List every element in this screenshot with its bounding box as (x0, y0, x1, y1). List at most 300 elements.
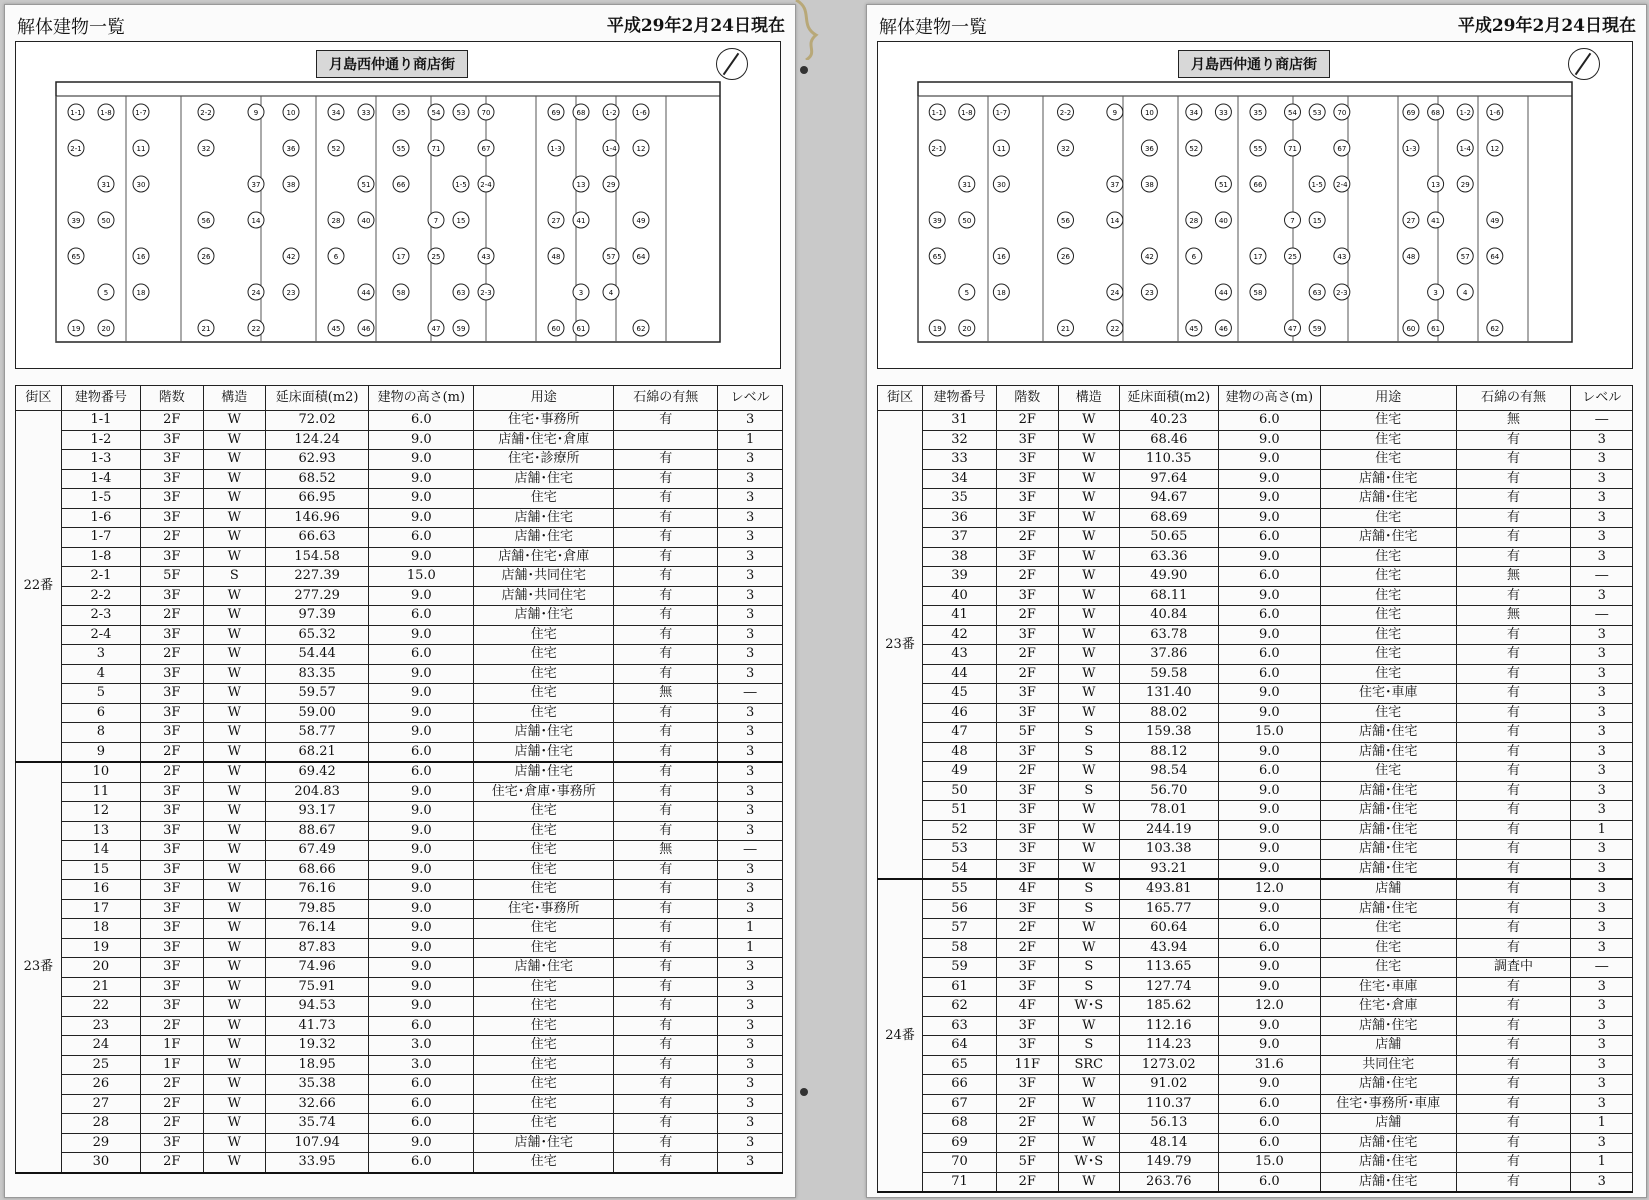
level-cell: ― (1571, 606, 1633, 626)
floors-cell: 11F (996, 1055, 1058, 1075)
block-number-cell: 51 (923, 801, 997, 821)
usage-cell: 共同住宅 (1321, 1055, 1456, 1075)
floor-area-cell: 63.36 (1120, 547, 1218, 567)
lot-label: 66 (396, 181, 406, 189)
lot-label: 32 (1061, 145, 1070, 153)
usage-cell: 店舗･住宅 (474, 1133, 614, 1153)
lot-label: 70 (1337, 109, 1347, 117)
table-row (878, 547, 1633, 567)
level-cell: 3 (1571, 919, 1633, 939)
table-row (16, 1094, 783, 1114)
asbestos-cell: 有 (614, 919, 718, 939)
block-number-cell: 35 (923, 489, 997, 509)
level-cell: 1 (1571, 1114, 1633, 1134)
height-cell: 6.0 (1218, 1172, 1321, 1192)
lot-label: 31 (962, 181, 972, 189)
asbestos-cell: 有 (614, 606, 718, 626)
structure-cell: W (1058, 586, 1120, 606)
block-number-cell: 67 (923, 1094, 997, 1114)
floor-area-cell: 18.95 (266, 1055, 369, 1075)
block-number-cell: 1-2 (61, 430, 140, 450)
usage-cell: 店舗･住宅 (1321, 1075, 1456, 1095)
level-cell: 3 (718, 977, 783, 997)
floor-area-cell: 91.02 (1120, 1075, 1218, 1095)
structure-cell: W (203, 684, 266, 704)
lot-label: 3 (1433, 289, 1438, 297)
floor-area-cell: 66.63 (266, 528, 369, 548)
level-cell: 1 (718, 919, 783, 939)
floor-area-cell: 78.01 (1120, 801, 1218, 821)
level-cell: 1 (718, 430, 783, 450)
lot-label: 48 (551, 253, 561, 261)
asbestos-cell: 有 (614, 664, 718, 684)
structure-cell: W (1058, 1016, 1120, 1036)
asbestos-cell: 有 (614, 528, 718, 548)
table-row (878, 801, 1633, 821)
level-cell: 3 (1571, 781, 1633, 801)
structure-cell: W (203, 1153, 266, 1173)
lot-label: 2-1 (70, 145, 82, 153)
binder-hole (800, 1088, 808, 1096)
structure-cell: W (203, 997, 266, 1017)
asbestos-cell: 有 (614, 899, 718, 919)
lot-label: 36 (1144, 145, 1154, 153)
floor-area-cell: 263.76 (1120, 1172, 1218, 1192)
structure-cell: W (1058, 1094, 1120, 1114)
column-header: 石綿の有無 (1456, 386, 1571, 411)
structure-cell: W (203, 1133, 266, 1153)
asbestos-cell: 有 (1456, 762, 1571, 782)
block-number-cell: 25 (61, 1055, 140, 1075)
floor-area-cell: 35.74 (266, 1114, 369, 1134)
height-cell: 9.0 (1218, 625, 1321, 645)
structure-cell: W･S (1058, 1153, 1120, 1173)
block-number-cell: 5 (61, 684, 140, 704)
table-row (878, 489, 1633, 509)
floor-area-cell: 114.23 (1120, 1036, 1218, 1056)
floors-cell: 3F (996, 430, 1058, 450)
height-cell: 9.0 (1218, 469, 1321, 489)
district-cell: 24番 (878, 879, 923, 1192)
block-number-cell: 10 (61, 762, 140, 782)
height-cell: 9.0 (369, 997, 474, 1017)
level-cell: 3 (1571, 879, 1633, 899)
floor-area-cell: 59.58 (1120, 664, 1218, 684)
column-header: 街区 (878, 386, 923, 411)
block-number-cell: 66 (923, 1075, 997, 1095)
floors-cell: 5F (996, 1153, 1058, 1173)
table-row (16, 703, 783, 723)
floors-cell: 3F (141, 880, 204, 900)
asbestos-cell: 有 (614, 469, 718, 489)
usage-cell: 住宅 (1321, 411, 1456, 431)
usage-cell: 店舗･住宅 (474, 469, 614, 489)
level-cell: ― (1571, 411, 1633, 431)
asbestos-cell: 無 (1456, 411, 1571, 431)
block-number-cell: 37 (923, 528, 997, 548)
block-number-cell: 58 (923, 938, 997, 958)
district-cell: 23番 (16, 762, 62, 1173)
height-cell: 9.0 (1218, 977, 1321, 997)
lot-label: 60 (1406, 325, 1416, 333)
height-cell: 6.0 (1218, 919, 1321, 939)
asbestos-cell: 有 (1456, 450, 1571, 470)
block-number-cell: 64 (923, 1036, 997, 1056)
structure-cell: W (1058, 489, 1120, 509)
floors-cell: 2F (996, 411, 1058, 431)
usage-cell: 店舗･共同住宅 (474, 567, 614, 587)
table-row (878, 742, 1633, 762)
height-cell: 9.0 (1218, 489, 1321, 509)
floor-area-cell: 79.85 (266, 899, 369, 919)
block-number-cell: 41 (923, 606, 997, 626)
level-cell: 3 (1571, 450, 1633, 470)
structure-cell: W (203, 625, 266, 645)
level-cell: 3 (1571, 840, 1633, 860)
table-row (878, 411, 1633, 431)
usage-cell: 店舗･住宅 (1321, 1133, 1456, 1153)
level-cell: 3 (1571, 1055, 1633, 1075)
table-row (16, 1114, 783, 1134)
lot-label: 5 (964, 289, 970, 297)
asbestos-cell: 有 (1456, 664, 1571, 684)
level-cell: 3 (1571, 1172, 1633, 1192)
block-number-cell: 18 (61, 919, 140, 939)
asbestos-cell: 有 (1456, 625, 1571, 645)
structure-cell: W (203, 528, 266, 548)
block-number-cell: 57 (923, 919, 997, 939)
floors-cell: 3F (996, 508, 1058, 528)
height-cell: 6.0 (369, 762, 474, 782)
block-number-cell: 70 (923, 1153, 997, 1173)
page-title: 解体建物一覧 (17, 17, 125, 38)
lot-label: 58 (396, 289, 406, 297)
asbestos-cell: 有 (614, 1094, 718, 1114)
height-cell: 6.0 (369, 1114, 474, 1134)
floor-area-cell: 131.40 (1120, 684, 1218, 704)
lot-label: 48 (1406, 253, 1416, 261)
floor-area-cell: 124.24 (266, 430, 369, 450)
floor-area-cell: 68.46 (1120, 430, 1218, 450)
height-cell: 9.0 (369, 664, 474, 684)
floors-cell: 1F (141, 1036, 204, 1056)
block-number-cell: 39 (923, 567, 997, 587)
floor-area-cell: 74.96 (266, 958, 369, 978)
structure-cell: W (1058, 919, 1120, 939)
level-cell: 3 (718, 606, 783, 626)
lot-label: 65 (932, 253, 942, 261)
table-row (878, 1075, 1633, 1095)
lot-label: 62 (636, 325, 646, 333)
structure-cell: W (1058, 820, 1120, 840)
block-number-cell: 43 (923, 645, 997, 665)
level-cell: 3 (1571, 899, 1633, 919)
block-number-cell: 34 (923, 469, 997, 489)
block-number-cell: 2-2 (61, 586, 140, 606)
lot-label: 26 (201, 253, 211, 261)
usage-cell: 住宅 (474, 938, 614, 958)
lot-label: 49 (636, 217, 646, 225)
lot-label: 1-8 (100, 109, 112, 117)
floor-area-cell: 60.64 (1120, 919, 1218, 939)
asbestos-cell: 有 (1456, 859, 1571, 879)
level-cell: 3 (718, 469, 783, 489)
floors-cell: 3F (996, 684, 1058, 704)
lot-label: 23 (1144, 289, 1154, 297)
table-row (16, 997, 783, 1017)
lot-label: 9 (253, 109, 259, 117)
floors-cell: 3F (141, 489, 204, 509)
floor-area-cell: 97.64 (1120, 469, 1218, 489)
lot-label: 65 (71, 253, 81, 261)
floors-cell: 3F (141, 469, 204, 489)
lot-label: 40 (1218, 217, 1228, 225)
height-cell: 6.0 (369, 528, 474, 548)
height-cell: 9.0 (369, 450, 474, 470)
floors-cell: 3F (141, 958, 204, 978)
usage-cell: 住宅･倉庫･事務所 (474, 782, 614, 802)
lot-label: 69 (1406, 109, 1416, 117)
floor-area-cell: 75.91 (266, 977, 369, 997)
structure-cell: W (1058, 625, 1120, 645)
lot-label: 12 (1490, 145, 1500, 153)
floors-cell: 3F (141, 547, 204, 567)
table-row (16, 1036, 783, 1056)
table-row (878, 508, 1633, 528)
block-number-cell: 55 (923, 879, 997, 899)
structure-cell: W (203, 547, 266, 567)
level-cell: 3 (1571, 1133, 1633, 1153)
lot-label: 55 (396, 145, 406, 153)
lot-label: 51 (1218, 181, 1228, 189)
asbestos-cell: 有 (1456, 489, 1571, 509)
column-header: 建物の高さ(m) (369, 386, 474, 411)
column-header: 街区 (16, 386, 62, 411)
table-row (878, 879, 1633, 899)
site-map (15, 41, 781, 369)
height-cell: 9.0 (369, 802, 474, 822)
floors-cell: 3F (996, 703, 1058, 723)
lot-label: 29 (606, 181, 616, 189)
structure-cell: S (1058, 1036, 1120, 1056)
column-header: 構造 (203, 386, 266, 411)
structure-cell: W (1058, 1114, 1120, 1134)
usage-cell: 店舗･住宅 (1321, 859, 1456, 879)
structure-cell: W (203, 899, 266, 919)
usage-cell: 店舗･住宅･倉庫 (474, 430, 614, 450)
floor-area-cell: 37.86 (1120, 645, 1218, 665)
asbestos-cell: 有 (614, 821, 718, 841)
lot-label: 44 (1218, 289, 1228, 297)
lot-label: 1-3 (1405, 145, 1417, 153)
structure-cell: W (1058, 664, 1120, 684)
floor-area-cell: 93.21 (1120, 859, 1218, 879)
structure-cell: W (203, 508, 266, 528)
asbestos-cell: 有 (1456, 1153, 1571, 1173)
lot-label: 61 (1431, 325, 1441, 333)
table-row (878, 450, 1633, 470)
level-cell: ― (1571, 567, 1633, 587)
usage-cell: 住宅 (1321, 938, 1456, 958)
asbestos-cell: 無 (614, 841, 718, 861)
lot-label: 1-6 (635, 109, 647, 117)
usage-cell: 住宅 (474, 684, 614, 704)
floor-area-cell: 154.58 (266, 547, 369, 567)
floor-area-cell: 48.14 (1120, 1133, 1218, 1153)
block-number-cell: 69 (923, 1133, 997, 1153)
structure-cell: S (1058, 723, 1120, 743)
height-cell: 6.0 (369, 1153, 474, 1173)
level-cell: 3 (718, 1153, 783, 1173)
structure-cell: S (1058, 899, 1120, 919)
lot-label: 12 (636, 145, 646, 153)
floor-area-cell: 165.77 (1120, 899, 1218, 919)
level-cell: 3 (718, 1016, 783, 1036)
asbestos-cell: 有 (1456, 430, 1571, 450)
table-row (878, 899, 1633, 919)
block-number-cell: 45 (923, 684, 997, 704)
column-header: 石綿の有無 (614, 386, 718, 411)
structure-cell: W (203, 411, 266, 431)
usage-cell: 店舗 (1321, 1114, 1456, 1134)
structure-cell: W (203, 802, 266, 822)
usage-cell: 店舗 (1321, 879, 1456, 899)
floor-area-cell: 112.16 (1120, 1016, 1218, 1036)
height-cell: 6.0 (1218, 762, 1321, 782)
level-cell: 3 (718, 1055, 783, 1075)
height-cell: 9.0 (1218, 684, 1321, 704)
floor-area-cell: 68.52 (266, 469, 369, 489)
lot-label: 14 (1110, 217, 1120, 225)
height-cell: 9.0 (1218, 703, 1321, 723)
structure-cell: W (203, 821, 266, 841)
level-cell: 3 (718, 997, 783, 1017)
height-cell: 9.0 (1218, 450, 1321, 470)
lot-label: 71 (1288, 145, 1297, 153)
level-cell: 3 (718, 1133, 783, 1153)
level-cell: 3 (718, 411, 783, 431)
block-number-cell: 14 (61, 841, 140, 861)
floor-area-cell: 41.73 (266, 1016, 369, 1036)
asbestos-cell: 有 (1456, 742, 1571, 762)
lot-label: 34 (331, 109, 341, 117)
floors-cell: 3F (141, 841, 204, 861)
table-row (16, 841, 783, 861)
floors-cell: 2F (141, 742, 204, 762)
lot-label: 24 (251, 289, 261, 297)
table-header-row (16, 386, 783, 411)
table-row (878, 820, 1633, 840)
level-cell: 3 (1571, 508, 1633, 528)
block-number-cell: 16 (61, 880, 140, 900)
floors-cell: 5F (996, 723, 1058, 743)
level-cell: 3 (718, 703, 783, 723)
usage-cell: 店舗･住宅 (1321, 899, 1456, 919)
asbestos-cell: 有 (614, 958, 718, 978)
column-header: 用途 (1321, 386, 1456, 411)
table-row (16, 411, 783, 431)
lot-label: 70 (481, 109, 491, 117)
asbestos-cell: 有 (1456, 645, 1571, 665)
structure-cell: W (203, 762, 266, 782)
height-cell: 9.0 (1218, 859, 1321, 879)
lot-label: 38 (1144, 181, 1154, 189)
table-row (16, 547, 783, 567)
lot-label: 54 (1288, 109, 1297, 117)
floor-area-cell: 68.21 (266, 742, 369, 762)
lot-label: 4 (608, 289, 614, 297)
asbestos-cell: 有 (1456, 684, 1571, 704)
lot-label: 56 (201, 217, 211, 225)
floor-area-cell: 68.66 (266, 860, 369, 880)
floors-cell: 2F (141, 1114, 204, 1134)
lot-label: 14 (251, 217, 261, 225)
lot-label: 9 (1112, 109, 1118, 117)
structure-cell: W (203, 1094, 266, 1114)
usage-cell: 店舗･住宅･倉庫 (474, 547, 614, 567)
lot-label: 64 (1490, 253, 1500, 261)
lot-label: 44 (361, 289, 371, 297)
asbestos-cell: 有 (614, 723, 718, 743)
asbestos-cell: 有 (614, 645, 718, 665)
floors-cell: 2F (996, 1094, 1058, 1114)
floors-cell: 3F (141, 860, 204, 880)
height-cell: 15.0 (1218, 1153, 1321, 1173)
structure-cell: W (1058, 508, 1120, 528)
lot-label: 27 (551, 217, 561, 225)
lot-label: 51 (361, 181, 371, 189)
asbestos-cell: 有 (1456, 586, 1571, 606)
structure-cell: W (203, 723, 266, 743)
structure-cell: W (203, 489, 266, 509)
usage-cell: 店舗 (1321, 1036, 1456, 1056)
lot-label: 15 (1312, 217, 1322, 225)
lot-label: 66 (1253, 181, 1263, 189)
floor-area-cell: 49.90 (1120, 567, 1218, 587)
floors-cell: 2F (141, 1075, 204, 1095)
block-number-cell: 48 (923, 742, 997, 762)
level-cell: 3 (718, 586, 783, 606)
level-cell: 3 (1571, 859, 1633, 879)
floors-cell: 3F (996, 899, 1058, 919)
floors-cell: 5F (141, 567, 204, 587)
site-map (877, 41, 1633, 369)
level-cell: 3 (718, 489, 783, 509)
lot-label: 57 (606, 253, 616, 261)
usage-cell: 住宅 (1321, 450, 1456, 470)
lot-label: 59 (456, 325, 466, 333)
asbestos-cell: 有 (1456, 977, 1571, 997)
height-cell: 6.0 (369, 606, 474, 626)
structure-cell: W (203, 919, 266, 939)
height-cell: 9.0 (369, 919, 474, 939)
lot-label: 4 (1462, 289, 1468, 297)
usage-cell: 店舗･住宅 (1321, 528, 1456, 548)
asbestos-cell: 有 (1456, 879, 1571, 899)
level-cell: 3 (1571, 742, 1633, 762)
floors-cell: 2F (996, 567, 1058, 587)
usage-cell: 住宅 (474, 645, 614, 665)
level-cell: 3 (718, 1036, 783, 1056)
block-number-cell: 1-7 (61, 528, 140, 548)
usage-cell: 店舗･共同住宅 (474, 586, 614, 606)
floors-cell: 3F (141, 919, 204, 939)
height-cell: 12.0 (1218, 997, 1321, 1017)
height-cell: 9.0 (369, 977, 474, 997)
level-cell: 3 (1571, 625, 1633, 645)
floors-cell: 3F (141, 1133, 204, 1153)
lot-label: 20 (962, 325, 972, 333)
